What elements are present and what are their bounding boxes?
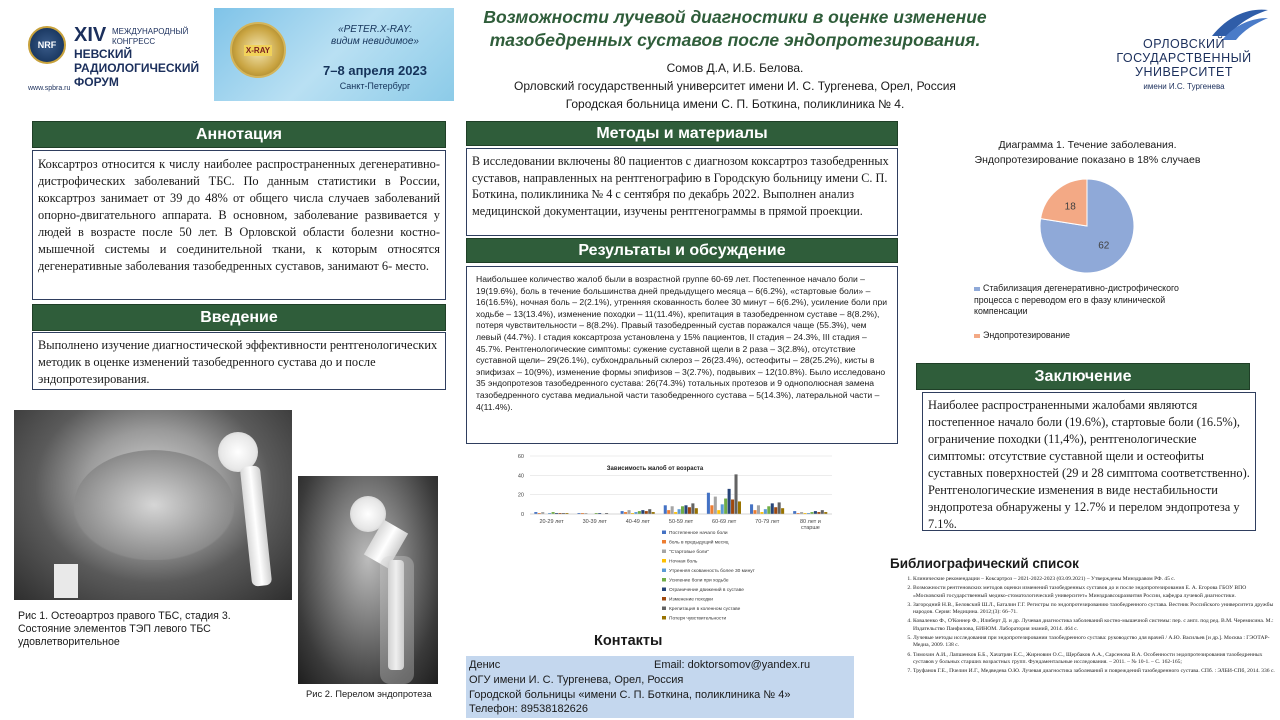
figure-1-pelvis [74, 450, 234, 560]
pie-title-1: Диаграмма 1. Течение заболевания. [998, 139, 1177, 151]
annotation-heading: Аннотация [32, 121, 446, 148]
bar-legend-label: "Стартовые боли" [669, 550, 709, 555]
bar-mark [731, 500, 734, 515]
xray-emblem [230, 22, 286, 78]
pie-chart-panel [910, 128, 1265, 350]
bar-mark [638, 511, 641, 514]
pie-slice-label: 62 [1098, 240, 1110, 252]
figure-2-femur-shadow [380, 556, 414, 684]
bar-y-tick-label: 60 [517, 454, 524, 460]
bar-chart-title: Зависимость жалоб от возраста [606, 466, 704, 472]
bar-mark [717, 510, 720, 514]
bar-chart [500, 448, 840, 630]
bar-mark [678, 509, 681, 514]
results-text: Наибольшее количество жалоб были в возрастной группе 60-69 лет. Постепенное начало боли – 19(19.6%), боль в течение большинства дней предыдущего месяца – 6(6.2%), «стартовые боли» – 16(16.5%), ночная боль – 2(2.1%), утренняя скованность более 30 минут – 6(6.2%), усиление боли при ходьбе – 13(13.4%), изменение походки – 11(11.4%), крепитация в тазобедренном суставе – 8(8.2%), потеря чувствительности – 8(8.2%). Правый тазобедренный сустав поражался чаще (55.3%), чем левый (44.7%). I стадия коксартроза установлена у 15% пациентов, II стадия – 24.3%, III стадия – 45.7%. Рентгенологические симптомы: сужение суставной щели в 2 раза – 3(2.8%), отсутствие суставной щели– 29(26.1%), субхондральный склероз – 26(23.4%), остеофиты – 28(25.2%), кисты в эпифизах – 10(9%), изменение формы эпифизов – 3(2.7%), подвывих – 12(10.8%). Было исследовано 35 эндопротезов тазобедренного сустава: 26(74.3%) тотальных протезов и 9 однополюсная замена тазобедренного сустава медиальной части тазобедренного сустава – 5(14.3%), латеральной части – 4(11.4%). [466, 266, 898, 444]
bar-legend-swatch [662, 597, 666, 601]
bar-x-tick-label: 70-79 лет [755, 519, 780, 525]
congress-banner-left [24, 8, 214, 101]
bibliography-item: 1. Клинические рекомендации – Коксартроз – 2021-2022-2023 (03.09.2021) – Утверждены Минздравом РФ. 45 с. [913, 576, 1275, 583]
bibliography-item: 3. Загородний Н.В., Беловский Ш.Л., Баталин Г.Г. Регистры по эндопротезированию тазобедренного сустава. Вестник Российского университета дружбы народов. Серия: Медицина. 2012;(3): 66–71. [913, 602, 1275, 617]
bar-y-tick-label: 0 [520, 512, 524, 518]
bar-legend-label: боль в предыдущий месяц [669, 540, 729, 546]
bibliography-item: 5. Лучевые методы исследования при эндопротезировании тазобедренного сустава: руководство для врачей / А.Ю. Васильев [и др.]. Москва : ГЭОТАР-Медиа, 2009. 138 с. [913, 635, 1275, 650]
bar-x-tick-label: 60-69 лет [712, 519, 737, 525]
banner-slogan2: видим невидимое» [331, 36, 419, 47]
intro-text: Выполнено изучение диагностической эффективности рентгенологических методик в оценке изменений тазобедренного сустава до и после эндопротезирования. [32, 332, 446, 390]
results-heading: Результаты и обсуждение [466, 238, 898, 263]
congress-website: www.spbra.ru [28, 85, 71, 92]
bar-mark [781, 508, 784, 514]
congress-banner [24, 8, 454, 101]
bar-legend-label: Усиление боли при ходьбе [669, 578, 729, 584]
bar-legend-swatch [662, 559, 666, 563]
forum-line2: РАДИОЛОГИЧЕСКИЙ [74, 61, 200, 75]
university-name-line3: УНИВЕРСИТЕТ [1135, 65, 1233, 79]
bar-legend-swatch [662, 578, 666, 582]
forum-line1: НЕВСКИЙ [74, 47, 133, 61]
figure-1-xray [14, 410, 292, 600]
bar-legend-label: Изменение походки [669, 597, 713, 603]
bar-legend-swatch [662, 607, 666, 611]
figure-1-implant-stem [240, 465, 272, 586]
contacts-box [466, 656, 854, 718]
bar-y-tick-label: 20 [517, 492, 524, 499]
bar-x-tick-label: 20-29 лет [539, 519, 564, 525]
nrf-badge-text: NRF [37, 40, 57, 50]
x-badge-text: X-RAY [245, 45, 271, 55]
conclusion-heading: Заключение [916, 363, 1250, 390]
bibliography-item: 6. Тимохин А.И., Лапшенков Б.Б., Хачатрян Е.С., Жирновин О.С., Щербаков А.А., Сарсенова В.А. Особенности эндопротезирования тазобедренных суставов у больных старших возрастных групп. Фундаментальные исследования. – 2011. – № 10-1. – С. 162-165; [913, 652, 1275, 667]
bar-mark [648, 509, 651, 514]
pie-legend-label-1: Стабилизация дегенеративно-дистрофического процесса с переводом его в фазу клинической компенсации [974, 283, 1179, 316]
bar-mark [793, 511, 796, 514]
bibliography-heading: Библиографический список [890, 556, 1079, 571]
congress-sub1: МЕЖДУНАРОДНЫЙ [112, 27, 189, 36]
bar-legend-swatch [662, 531, 666, 535]
bar-mark [738, 501, 741, 514]
pie-legend-label-2: Эндопротезирование [983, 330, 1071, 340]
congress-banner-right [214, 8, 454, 101]
university-name-line4: имени И.С. Тургенева [1143, 82, 1225, 91]
contacts-org-2: Городской больницы «имени С. П. Боткина, поликлиника № 4» [469, 689, 791, 701]
congress-number: XIV [74, 24, 107, 46]
bar-mark [778, 502, 781, 514]
banner-slogan1: «PETER.X-RAY: [338, 24, 412, 35]
pie-legend-swatch-1 [974, 287, 980, 291]
contacts-email-link[interactable]: Email: doktorsomov@yandex.ru [654, 659, 811, 671]
bar-mark [710, 505, 713, 514]
bar-x-tick-label: 40-49 лет [625, 519, 650, 525]
bibliography-item: 2. Возможности рентгеновских методов оценки изменений тазобедренных суставов до и после эндопротезирования Е. А. Егорова ГБОУ ВПО «Московский государственный медико-стоматологический университет» Минздравсоцразвития России, кафедра лучевой диагностики. [913, 585, 1275, 600]
conclusion-text: Наиболее распространенными жалобами являются постепенное начало боли (19.6%), стартовые боли (16.5%), ограничение походки (11,4%), рентгенологические симптомы: отсутствие суставной щели и остеофиты суставных поверхностей (29 и 28 симптома соответственно). Рентгенологические изменения в виде нестабильности эндопротеза обнаружены у 12.7% и перелом эндопротеза у 7.1%. [922, 392, 1256, 531]
bar-y-tick-label: 40 [517, 473, 524, 480]
bar-legend-label: Постепенное начало боли [669, 531, 728, 536]
poster-title-line2: тазобедренных суставов после эндопротезирования. [489, 30, 981, 50]
university-name-line2: ГОСУДАРСТВЕННЫЙ [1116, 51, 1252, 65]
forum-line3: ФОРУМ [74, 75, 119, 89]
bar-legend-label: Ограничение движений в суставе [669, 588, 744, 593]
pie-chart-svg [910, 176, 1265, 276]
university-name-line1: ОРЛОВСКИЙ [1143, 37, 1225, 51]
figure-1-marker-label [54, 564, 78, 598]
bar-mark [774, 507, 777, 514]
bar-legend-swatch [662, 550, 666, 554]
contacts-name: Денис [469, 659, 501, 671]
bar-x-tick-label: старше [801, 525, 820, 531]
bar-mark [753, 510, 756, 514]
bar-legend-swatch [662, 616, 666, 620]
figure-2-xray [298, 476, 438, 684]
bar-mark [724, 499, 727, 514]
figure-1-caption: Рис 1. Остеоартроз правого ТБС, стадия 3. Состояние элементов ТЭП левого ТБС удовлетворительное [18, 610, 231, 648]
bar-x-tick-label: 80 лет и [799, 519, 821, 525]
bar-mark [664, 505, 667, 514]
bar-chart-svg [500, 448, 840, 630]
bibliography-item: 7. Труфанов Г.Е., Пчелин И.Г., Медведева О.Ю. Лучевая диагностика заболеваний и повреждений тазобедренного сустава. СПб. : ЭЛБИ-СПб, 2014. 336 с. [913, 668, 1275, 675]
bar-mark [695, 508, 698, 514]
bar-mark [667, 510, 670, 514]
pie-title-2: Эндопротезирование показано в 18% случаев [974, 154, 1201, 166]
bar-legend-label: Утренняя скованность более 30 минут [669, 569, 755, 574]
poster-title [460, 6, 1010, 52]
bar-mark [814, 511, 817, 514]
bar-mark [621, 511, 624, 514]
banner-city: Санкт-Петербург [339, 81, 411, 91]
pie-slice-label: 18 [1064, 201, 1076, 213]
bar-mark [684, 505, 687, 514]
bibliography-list [895, 576, 1275, 676]
bar-mark [734, 474, 737, 514]
intro-heading: Введение [32, 304, 446, 331]
bar-mark [641, 510, 644, 514]
bar-mark [688, 507, 691, 514]
bar-legend-label: Крепитация в коленном суставе [669, 607, 741, 612]
methods-text: В исследовании включены 80 пациентов с диагнозом коксартроз тазобедренных суставов, направленных на рентгенографию в Городскую больницу имени С. П. Боткина, поликлиника № 4 с сентября по декабрь 2022. Выполнен анализ медицинской документации, изучены рентгенограммы в прямой проекции. [466, 148, 898, 236]
pie-legend-1 [974, 283, 1199, 318]
bar-mark [681, 506, 684, 514]
contacts-org-1: ОГУ имени И. С. Тургенева, Орел, Россия [469, 674, 684, 686]
bar-x-tick-label: 30-39 лет [582, 519, 607, 525]
bar-legend-swatch [662, 588, 666, 592]
pie-legend-swatch-2 [974, 334, 980, 338]
bar-mark [750, 504, 753, 514]
bar-mark [645, 511, 648, 514]
bar-mark [691, 503, 694, 514]
annotation-text: Коксартроз относится к числу наиболее распространенных дегенеративно- дистрофических заболеваний ТБС. По данным статистики в России, коксартроз занимает от 39 до 48% от общего числа случаев заболеваний опорно-двигательного аппарата. В основном, заболевание развивается у людей в возрасте после 50 лет. В Орловской области болезни костно-мышечной системы и соединительной ткани, к которым относятся дегенеративные заболевания тазобедренных суставов, занимают 6- место. [32, 150, 446, 300]
bar-mark [821, 510, 824, 514]
figure-2-caption: Рис 2. Перелом эндопротеза [306, 688, 432, 699]
contacts-phone: Телефон: 89538182626 [469, 703, 589, 715]
congress-sub2: КОНГРЕСС [112, 37, 156, 46]
bar-legend-label: Ночная боль [669, 559, 698, 565]
bar-legend-label: Потеря чувствительности [669, 616, 727, 622]
bibliography-item: 4. Коваленко Ф., О'Коннер Ф., Илиберт Д. и др. Лучевая диагностика заболеваний костно-мышечной системы: пер. с англ. под ред. В.М. Черемисина. М.: Издательство Панфилова, БИНОМ. Лаборатория знаний, 2014. 464 с. [913, 618, 1275, 633]
bar-legend-swatch [662, 569, 666, 573]
bar-mark [764, 509, 767, 514]
authors: Сомов Д.А, И.Б. Белова. [666, 61, 804, 75]
bar-mark [707, 493, 710, 514]
bar-mark [671, 506, 674, 514]
banner-dates: 7–8 апреля 2023 [323, 63, 427, 78]
contacts-heading: Контакты [594, 633, 663, 649]
bar-mark [721, 504, 724, 514]
affiliation-1: Орловский государственный университет имени И. С. Тургенева, Орел, Россия [514, 79, 956, 93]
bar-mark [757, 505, 760, 514]
poster-title-line1: Возможности лучевой диагностики в оценке изменение [483, 7, 987, 27]
bar-legend-swatch [662, 540, 666, 544]
bar-mark [628, 510, 631, 514]
bar-mark [714, 497, 717, 514]
bar-mark [728, 489, 731, 514]
pie-legend-2 [974, 330, 1199, 342]
bar-mark [771, 503, 774, 514]
affiliation-2: Городская больница имени С. П. Боткина, поликлиника № 4. [565, 97, 905, 111]
bar-mark [767, 506, 770, 514]
methods-heading: Методы и материалы [466, 121, 898, 146]
university-logo [1100, 0, 1275, 100]
bar-x-tick-label: 50-59 лет [668, 519, 694, 525]
nrf-logo [28, 26, 66, 64]
